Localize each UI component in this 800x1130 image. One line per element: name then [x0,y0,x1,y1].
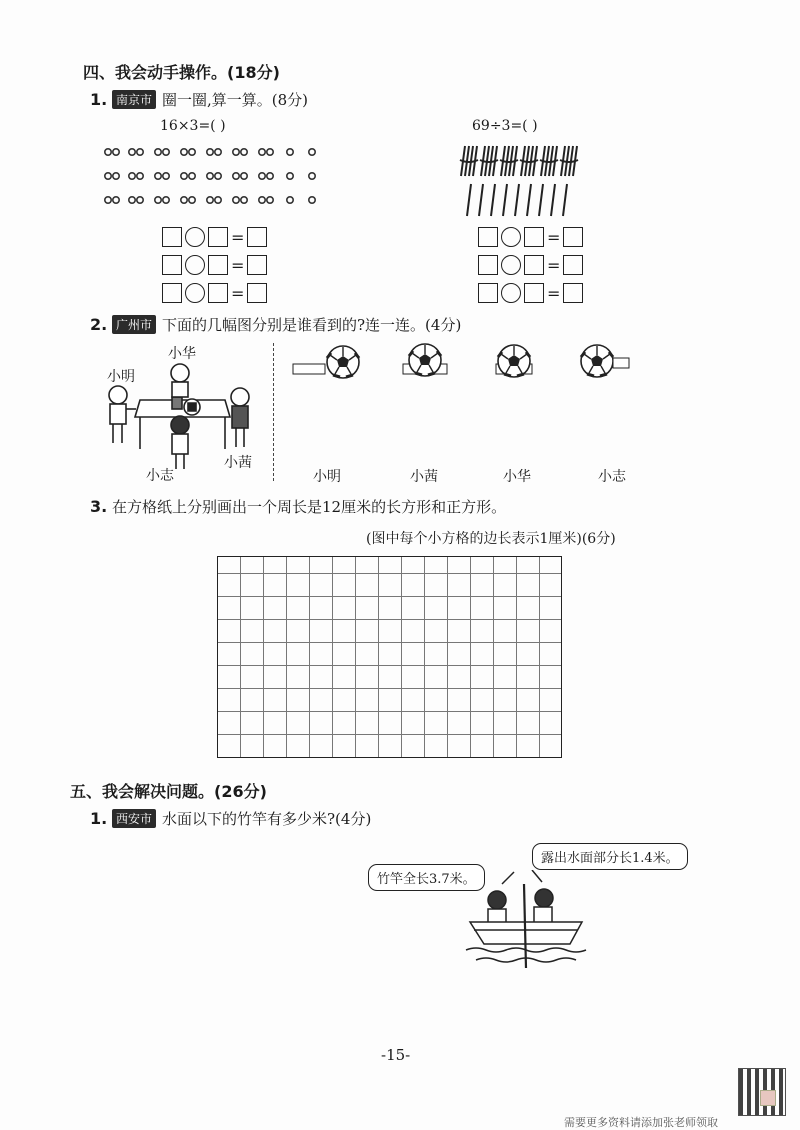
speech-bubble-left: 竹竿全长3.7米。 [368,864,485,891]
answer-box[interactable] [478,255,498,275]
city-tag: 广州市 [112,315,156,334]
answer-option-3[interactable]: 小华 [503,469,531,485]
answer-box[interactable] [162,227,182,247]
answer-option-1[interactable]: 小明 [313,469,341,485]
avatar [760,1090,776,1106]
answer-box[interactable] [524,283,544,303]
equals-sign: = [231,227,245,247]
answer-box[interactable] [247,227,267,247]
speech-bubble-right: 露出水面部分长1.4米。 [532,843,688,870]
boat-scene-figure [462,870,592,970]
question-text: 圈一圈,算一算。(8分) [162,91,309,109]
equation-divide: 69÷3=( ) [472,118,538,134]
answer-box[interactable] [162,255,182,275]
equals-sign: = [547,255,561,275]
question-number: 1. [90,90,108,109]
person-label-bottom: 小志 [146,468,174,484]
question-number: 2. [90,315,108,334]
answer-box[interactable] [247,255,267,275]
answer-box[interactable] [524,255,544,275]
operator-circle[interactable] [185,255,205,275]
equals-sign: = [231,283,245,303]
equation-multiply: 16×3=( ) [160,118,226,134]
answer-box[interactable] [563,255,583,275]
formula-row [478,254,583,276]
formula-row [162,226,267,248]
equals-sign: = [547,227,561,247]
section-4-title: 四、我会动手操作。(18分) [83,63,280,82]
formula-boxes-right [478,226,583,310]
operator-circle[interactable] [185,227,205,247]
city-tag: 西安市 [112,809,156,828]
formula-row [162,254,267,276]
grid-paper[interactable] [217,556,562,758]
formula-row [478,226,583,248]
answer-box[interactable] [247,283,267,303]
question-text: 在方格纸上分别画出一个周长是12厘米的长方形和正方形。 [112,498,507,516]
person-label-right: 小茜 [224,455,252,471]
answer-box[interactable] [524,227,544,247]
question-text: 下面的几幅图分别是谁看到的?连一连。(4分) [162,316,462,334]
formula-boxes-left [162,226,267,310]
answer-option-4[interactable]: 小志 [598,469,626,485]
answer-box[interactable] [563,227,583,247]
promo-text: 需要更多资料请添加张老师领取 [564,1116,718,1129]
city-tag: 南京市 [112,90,156,109]
operator-circle[interactable] [185,283,205,303]
person-label-top: 小华 [168,346,196,362]
ball-views-figure [290,340,630,385]
question-number: 1. [90,809,108,828]
formula-row [478,282,583,304]
answer-box[interactable] [478,227,498,247]
divider [273,343,274,481]
answer-box[interactable] [478,283,498,303]
answer-box[interactable] [208,283,228,303]
answer-box[interactable] [162,283,182,303]
equals-sign: = [231,255,245,275]
equals-sign: = [547,283,561,303]
question-1 [90,89,308,110]
answer-box[interactable] [208,255,228,275]
operator-circle[interactable] [501,283,521,303]
section-5-title: 五、我会解决问题。(26分) [70,782,267,801]
grid-note: (图中每个小方格的边长表示1厘米)(6分) [366,531,616,547]
dot-groups-figure [100,140,330,215]
answer-box[interactable] [208,227,228,247]
question-3 [90,496,506,517]
person-label-left: 小明 [107,369,135,385]
answer-option-2[interactable]: 小茜 [410,469,438,485]
stick-bundles-figure [455,140,595,222]
formula-row [162,282,267,304]
question-text: 水面以下的竹竿有多少米?(4分) [162,810,372,828]
answer-box[interactable] [563,283,583,303]
question-number: 3. [90,497,108,516]
operator-circle[interactable] [501,255,521,275]
question-2 [90,314,461,335]
operator-circle[interactable] [501,227,521,247]
question-5-1 [90,808,371,829]
page-number: -15- [381,1046,411,1064]
